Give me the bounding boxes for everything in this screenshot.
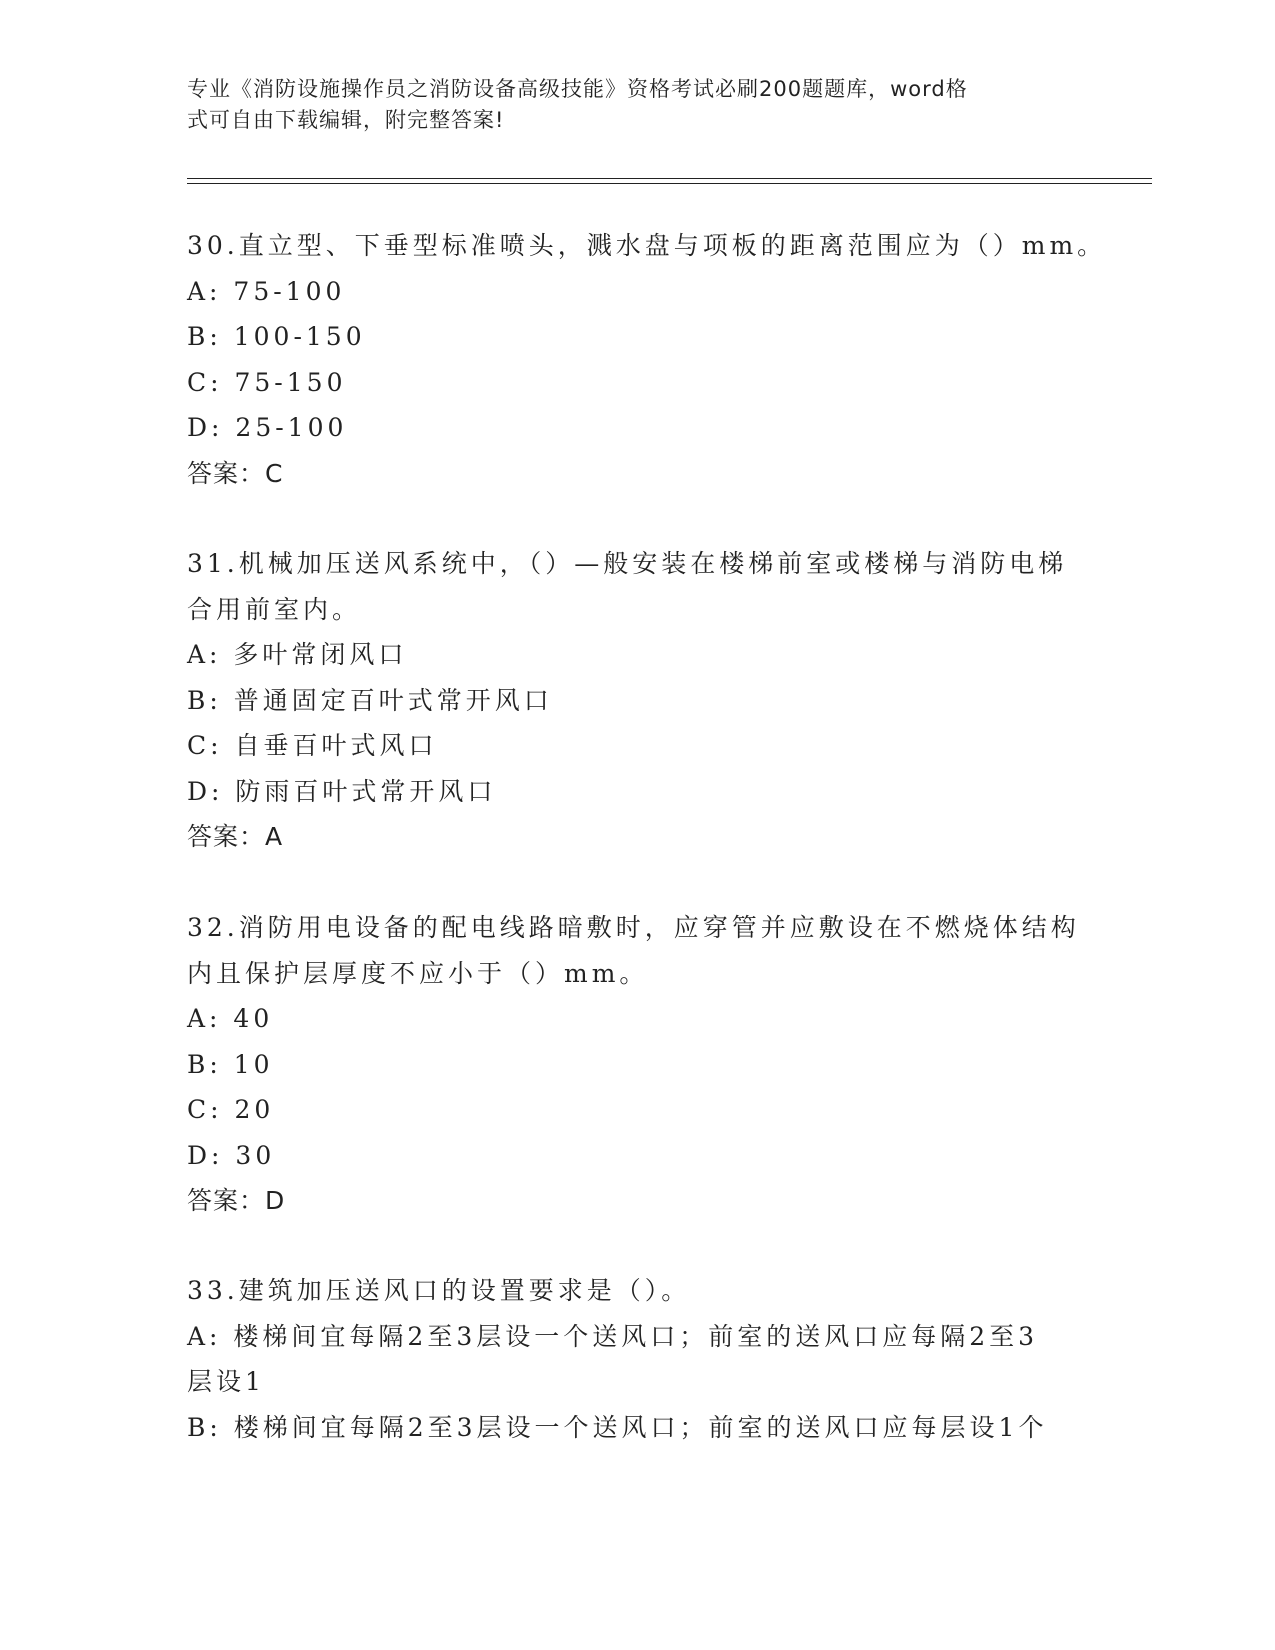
question-stem-line-1: 32.消防用电设备的配电线路暗敷时，应穿管并应敷设在不燃烧体结构 [187,913,1080,942]
option-d: D: 25-100 [187,413,348,442]
document-intro [187,74,1067,136]
intro-line-2: 式可自由下载编辑，附完整答案! [187,108,505,132]
intro-line-1: 专业《消防设施操作员之消防设备高级技能》资格考试必刷200题题库，word格 [187,77,968,101]
option-a: A: 40 [187,1004,274,1033]
question-stem-line-2: 内且保护层厚度不应小于（）mm。 [187,958,649,988]
answer: 答案：A [187,822,284,851]
question-31 [187,541,1087,860]
question-stem: 33.建筑加压送风口的设置要求是（）。 [187,1276,691,1305]
option-b: B: 楼梯间宜每隔2至3层设一个送风口；前室的送风口应每层设1个 [187,1412,1048,1442]
option-a: A: 楼梯间宜每隔2至3层设一个送风口；前室的送风口应每隔2至3 [187,1321,1039,1351]
option-b: B: 100-150 [187,322,366,351]
option-c: C: 20 [187,1095,275,1124]
option-a: A: 75-100 [187,276,346,306]
header-divider-bottom [187,183,1152,184]
answer: 答案：C [187,458,284,488]
question-30 [187,223,1107,496]
option-d: D: 防雨百叶式常开风口 [187,776,497,806]
option-a-continued: 层设1 [187,1367,265,1396]
question-stem-line-1: 31.机械加压送风系统中，（）—般安装在楼梯前室或楼梯与消防电梯 [187,549,1068,578]
answer: 答案：D [187,1186,286,1215]
header-divider-top [187,178,1152,179]
option-b: B: 普通固定百叶式常开风口 [187,685,553,715]
question-32 [187,905,1087,1224]
option-c: C: 自垂百叶式风口 [187,731,438,760]
option-b: B: 10 [187,1049,274,1079]
question-33 [187,1268,1087,1450]
question-stem: 30.直立型、下垂型标准喷头，溅水盘与项板的距离范围应为（）mm。 [187,231,1107,260]
option-c: C: 75-150 [187,367,347,397]
question-stem-line-2: 合用前室内。 [187,594,362,624]
option-a: A: 多叶常闭风口 [187,640,408,669]
option-d: D: 30 [187,1140,276,1170]
